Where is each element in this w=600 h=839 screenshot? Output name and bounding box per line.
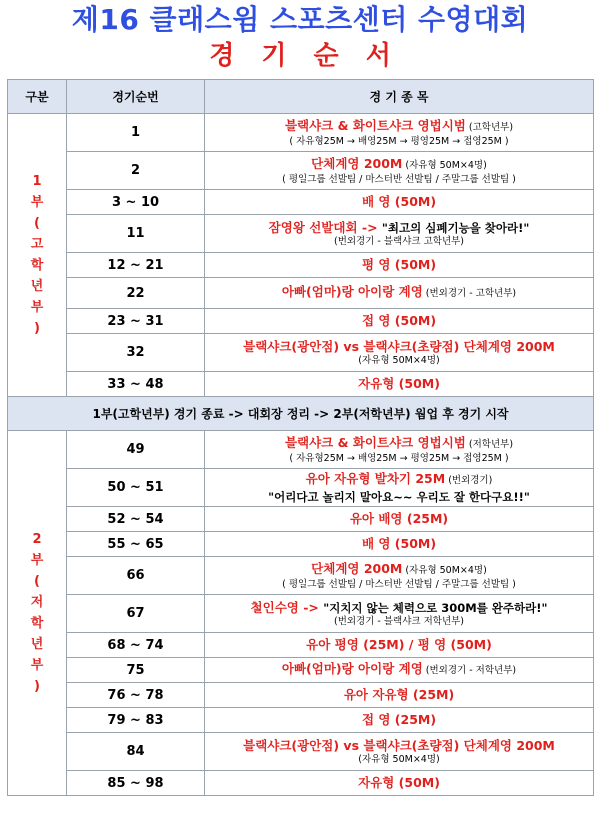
event-note: (자유형 50M×4명) bbox=[402, 564, 487, 576]
event-cell bbox=[205, 557, 594, 595]
event-name: 블랙샤크(광안점) vs 블랙샤크(초량점) 단체계영 200M bbox=[243, 338, 555, 354]
event-line bbox=[205, 313, 593, 329]
table-row bbox=[8, 683, 594, 708]
table-row bbox=[8, 372, 594, 397]
part-label-char: 년 bbox=[30, 637, 44, 652]
event-cell bbox=[205, 532, 594, 557]
event-cell bbox=[205, 215, 594, 253]
event-name: 블랙샤크 & 화이트샤크 영법시범 bbox=[284, 117, 466, 133]
part-label-char: 부 bbox=[30, 658, 44, 673]
schedule-body bbox=[8, 114, 594, 796]
event-cell bbox=[205, 278, 594, 309]
event-cell bbox=[205, 733, 594, 771]
table-row bbox=[8, 152, 594, 190]
table-row bbox=[8, 253, 594, 278]
event-cell bbox=[205, 683, 594, 708]
table-row bbox=[8, 771, 594, 796]
event-name: 배 영 (50M) bbox=[361, 536, 437, 551]
order-number: 2 bbox=[67, 152, 205, 190]
event-line bbox=[205, 376, 593, 392]
table-row bbox=[8, 215, 594, 253]
event-name: 철인수영 -> bbox=[250, 599, 324, 615]
order-number: 52 ~ 54 bbox=[67, 507, 205, 532]
event-detail: (번외경기 - 블랙샤크 저학년부) bbox=[333, 615, 465, 627]
part-label-char: ) bbox=[34, 321, 40, 336]
event-detail: (자유형 50M×4명) bbox=[358, 354, 440, 366]
part-label-char: 년 bbox=[30, 279, 44, 294]
order-number: 79 ~ 83 bbox=[67, 708, 205, 733]
event-name: 유아 배영 (25M) bbox=[349, 511, 449, 526]
table-row bbox=[8, 633, 594, 658]
part-2-label bbox=[8, 431, 67, 796]
part-label-char: 부 bbox=[30, 195, 44, 210]
part-label-char: 학 bbox=[30, 258, 44, 273]
order-number: 32 bbox=[67, 334, 205, 372]
event-note: (번외경기 - 고학년부) bbox=[422, 288, 517, 299]
table-row bbox=[8, 190, 594, 215]
event-line bbox=[205, 775, 593, 791]
event-cell bbox=[205, 431, 594, 469]
part-label-char: 부 bbox=[30, 553, 44, 568]
transition-row bbox=[8, 397, 594, 431]
part-label-char: ( bbox=[34, 574, 40, 589]
page-title: 제16 클래스윔 스포츠센터 수영대회 bbox=[71, 3, 529, 36]
event-line bbox=[205, 339, 593, 355]
event-name: 접 영 (50M) bbox=[361, 313, 437, 328]
event-cell bbox=[205, 771, 594, 796]
order-number: 3 ~ 10 bbox=[67, 190, 205, 215]
event-cell bbox=[205, 253, 594, 278]
order-number: 22 bbox=[67, 278, 205, 309]
event-detail: ( 평일그룹 선발팀 / 마스터반 선발팀 / 주말그룹 선발팀 ) bbox=[282, 173, 516, 185]
header-part: 구분 bbox=[8, 80, 67, 114]
table-row bbox=[8, 309, 594, 334]
event-cell bbox=[205, 595, 594, 633]
part-label-char: 고 bbox=[30, 237, 44, 252]
part-label-char: 부 bbox=[30, 300, 44, 315]
order-number: 67 bbox=[67, 595, 205, 633]
order-number: 23 ~ 31 bbox=[67, 309, 205, 334]
event-note: (저학년부) bbox=[465, 438, 514, 450]
event-note: (번외경기) bbox=[445, 474, 493, 486]
event-cell bbox=[205, 114, 594, 152]
part-label-char: ( bbox=[34, 216, 40, 231]
event-line bbox=[205, 284, 593, 302]
table-row bbox=[8, 708, 594, 733]
header-row bbox=[8, 80, 594, 114]
order-number: 68 ~ 74 bbox=[67, 633, 205, 658]
event-line bbox=[205, 156, 593, 174]
event-cell bbox=[205, 507, 594, 532]
event-name: 유아 자유형 (25M) bbox=[343, 687, 455, 702]
part-label-char: ) bbox=[34, 679, 40, 694]
event-name: 블랙샤크 & 화이트샤크 영법시범 bbox=[284, 434, 466, 450]
event-line bbox=[205, 435, 593, 453]
event-detail: ( 자유형25M → 배영25M → 평영25M → 접영25M ) bbox=[289, 135, 509, 147]
event-slogan: "지치지 않는 체력으로 300M를 완주하라!" bbox=[323, 600, 548, 615]
event-line bbox=[205, 220, 593, 236]
event-name: 아빠(엄마)랑 아이랑 계영 bbox=[281, 284, 423, 299]
order-number: 84 bbox=[67, 733, 205, 771]
table-row bbox=[8, 334, 594, 372]
part-1-label bbox=[8, 114, 67, 397]
table-row bbox=[8, 595, 594, 633]
header-event: 경 기 종 목 bbox=[205, 80, 594, 114]
event-line bbox=[205, 687, 593, 703]
event-line bbox=[205, 118, 593, 136]
order-number: 75 bbox=[67, 658, 205, 683]
table-row bbox=[8, 658, 594, 683]
event-detail: ( 평일그룹 선발팀 / 마스터반 선발팀 / 주말그룹 선발팀 ) bbox=[282, 578, 516, 590]
order-number: 55 ~ 65 bbox=[67, 532, 205, 557]
part-label-char: 2 bbox=[32, 532, 42, 547]
event-line bbox=[205, 738, 593, 754]
event-line bbox=[205, 511, 593, 527]
event-line bbox=[205, 600, 593, 616]
event-name: 아빠(엄마)랑 아이랑 계영 bbox=[281, 661, 423, 676]
event-name: 배 영 (50M) bbox=[361, 194, 437, 209]
event-name: 유아 자유형 발차기 25M bbox=[305, 470, 446, 486]
order-number: 85 ~ 98 bbox=[67, 771, 205, 796]
event-name: 유아 평영 (25M) / 평 영 (50M) bbox=[306, 637, 492, 652]
table-row bbox=[8, 469, 594, 507]
event-name: 자유형 (50M) bbox=[358, 775, 440, 790]
event-line bbox=[205, 536, 593, 552]
event-detail: (번외경기 - 블랙샤크 고학년부) bbox=[333, 235, 465, 247]
header-order: 경기순번 bbox=[67, 80, 205, 114]
event-cell bbox=[205, 469, 594, 507]
order-number: 50 ~ 51 bbox=[67, 469, 205, 507]
order-number: 33 ~ 48 bbox=[67, 372, 205, 397]
event-line bbox=[205, 712, 593, 728]
event-name: 접 영 (25M) bbox=[361, 712, 437, 727]
event-line bbox=[205, 471, 593, 489]
table-row bbox=[8, 114, 594, 152]
event-detail: (자유형 50M×4명) bbox=[358, 753, 440, 765]
event-name: 자유형 (50M) bbox=[358, 376, 440, 391]
order-number: 11 bbox=[67, 215, 205, 253]
page-subtitle: 경 기 순 서 bbox=[209, 41, 391, 71]
event-cell bbox=[205, 152, 594, 190]
order-number: 49 bbox=[67, 431, 205, 469]
part-label-char: 저 bbox=[30, 595, 44, 610]
table-row bbox=[8, 532, 594, 557]
event-slogan: "어리다고 놀리지 말아요~~ 우리도 잘 한다구요!!" bbox=[268, 489, 530, 504]
event-cell bbox=[205, 309, 594, 334]
event-cell bbox=[205, 658, 594, 683]
event-cell bbox=[205, 372, 594, 397]
event-cell bbox=[205, 633, 594, 658]
table-row bbox=[8, 278, 594, 309]
event-name: 평 영 (50M) bbox=[361, 257, 437, 272]
event-note: (자유형 50M×4명) bbox=[402, 159, 487, 171]
event-line bbox=[205, 194, 593, 210]
event-line bbox=[205, 637, 593, 653]
transition-note: 1부(고학년부) 경기 종료 -> 대회장 정리 -> 2부(저학년부) 웜업 후 경기 시작 bbox=[8, 397, 594, 431]
event-note: (고학년부) bbox=[465, 121, 514, 133]
order-number: 76 ~ 78 bbox=[67, 683, 205, 708]
table-row bbox=[8, 733, 594, 771]
schedule-table bbox=[7, 79, 594, 796]
event-line bbox=[205, 661, 593, 679]
event-name: 블랙샤크(광안점) vs 블랙샤크(초량점) 단체계영 200M bbox=[243, 737, 555, 753]
event-note: (번외경기 - 저학년부) bbox=[422, 665, 517, 676]
event-cell bbox=[205, 190, 594, 215]
order-number: 1 bbox=[67, 114, 205, 152]
event-line bbox=[205, 257, 593, 273]
part-label-char: 학 bbox=[30, 616, 44, 631]
table-row bbox=[8, 507, 594, 532]
event-cell bbox=[205, 708, 594, 733]
event-line bbox=[205, 561, 593, 579]
event-name: 단체계영 200M bbox=[311, 155, 403, 171]
event-detail: ( 자유형25M → 배영25M → 평영25M → 접영25M ) bbox=[289, 452, 509, 464]
table-row bbox=[8, 557, 594, 595]
event-name: 잠영왕 선발대회 -> bbox=[268, 219, 382, 235]
table-row bbox=[8, 431, 594, 469]
event-cell bbox=[205, 334, 594, 372]
event-slogan: "최고의 심폐기능을 찾아라!" bbox=[381, 220, 530, 235]
event-name: 단체계영 200M bbox=[311, 560, 403, 576]
part-label-char: 1 bbox=[32, 174, 42, 189]
order-number: 12 ~ 21 bbox=[67, 253, 205, 278]
order-number: 66 bbox=[67, 557, 205, 595]
